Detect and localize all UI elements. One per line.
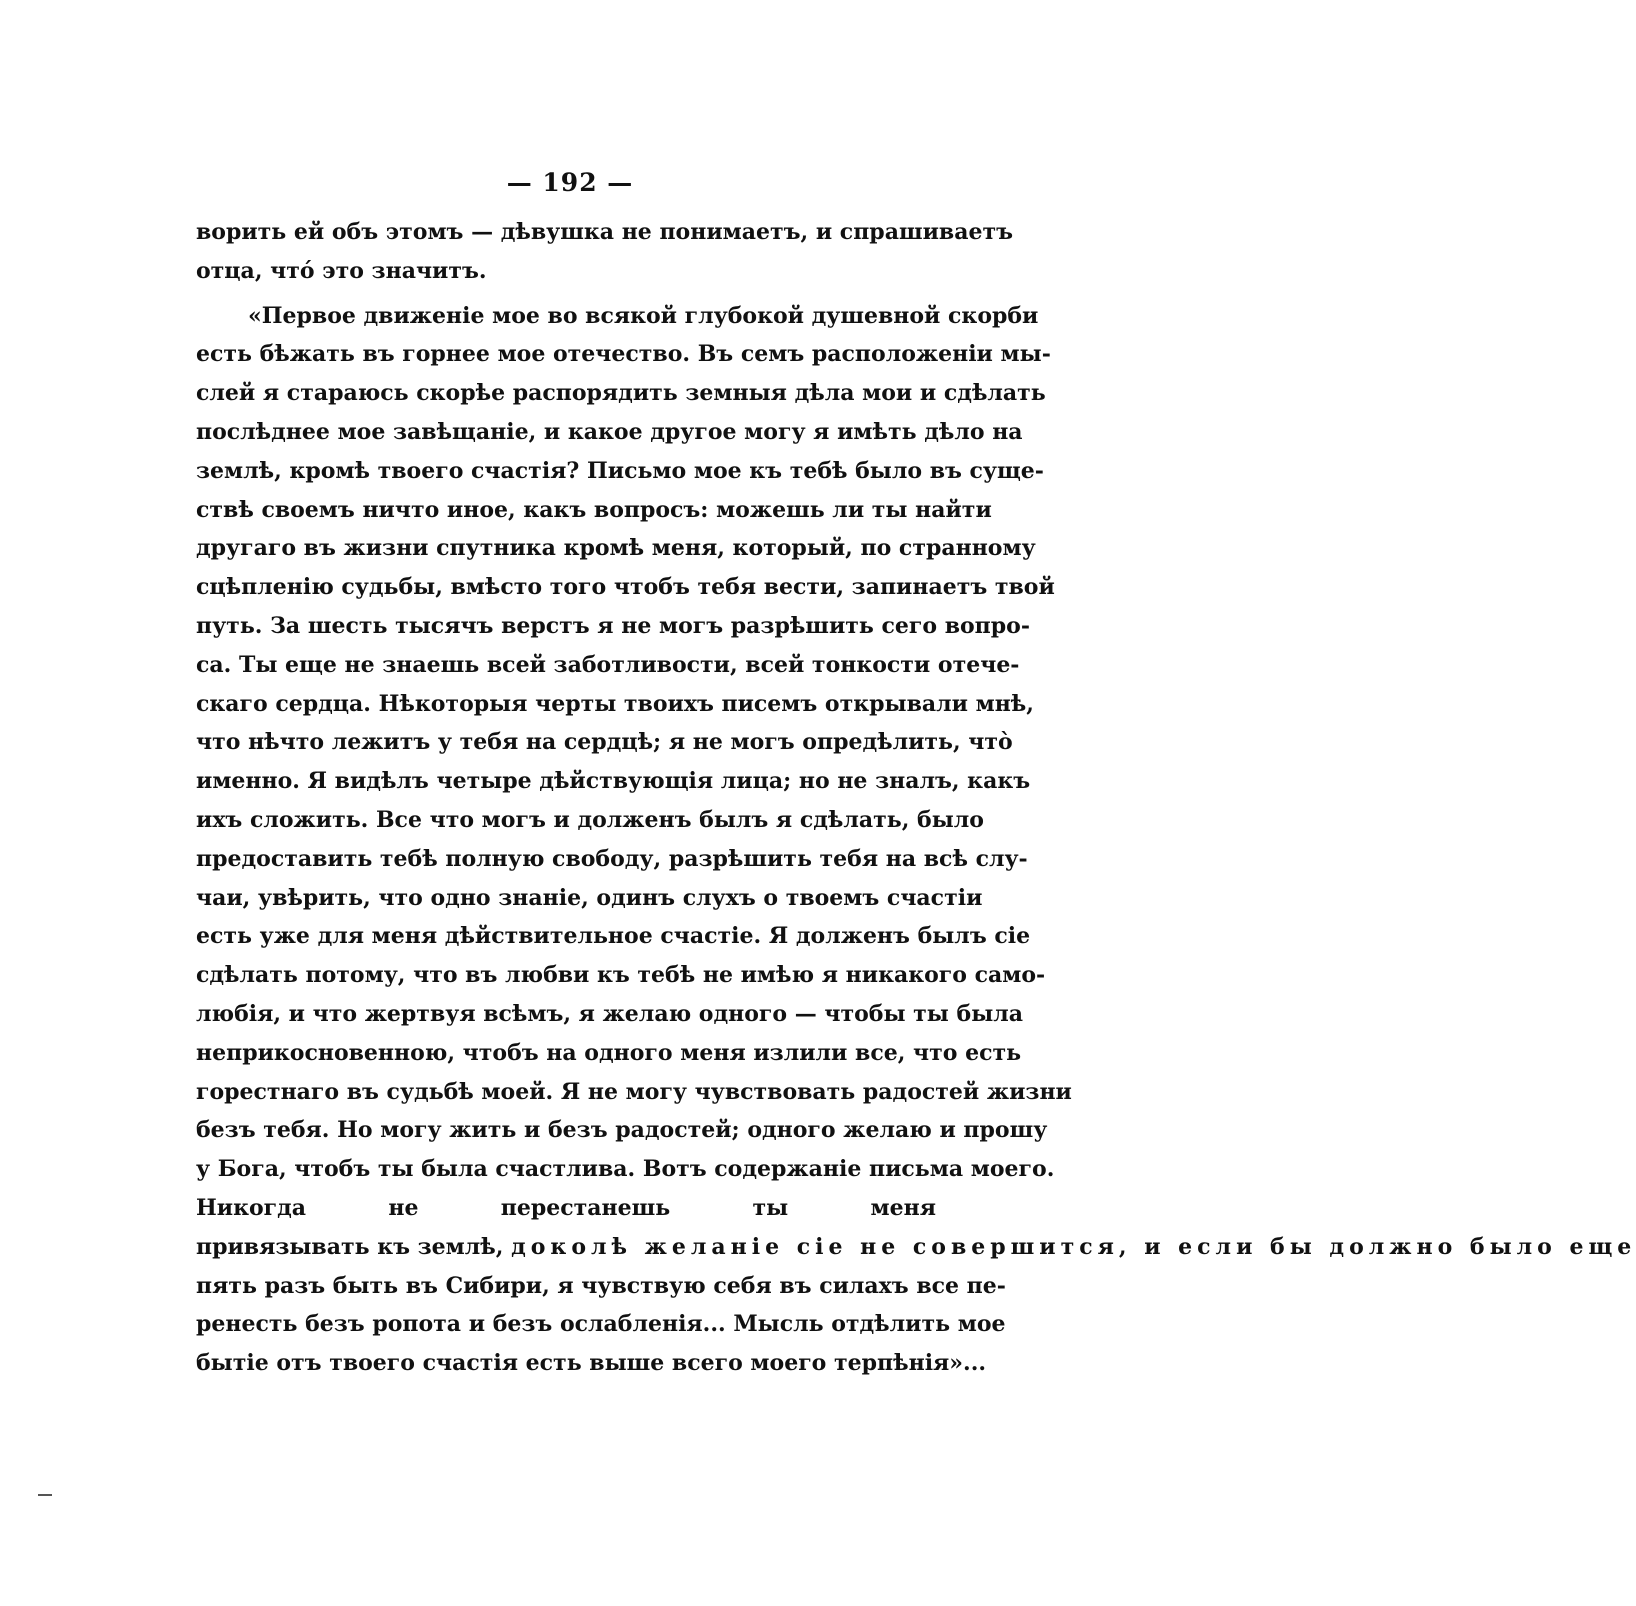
text-line: предоставить тебѣ полную свободу, разрѣшить тебя на всѣ слу-	[196, 845, 1028, 872]
text-line: скаго сердца. Нѣкоторыя черты твоихъ писемъ открывали мнѣ,	[196, 690, 1034, 717]
text-line: бытіе отъ твоего счастія есть выше всего моего терпѣнія»...	[196, 1350, 987, 1377]
text-line: послѣднее мое завѣщаніе, и какое другое могу я имѣть дѣло на	[196, 418, 1023, 445]
text-line: неприкосновенною, чтобъ на одного меня излили все, что есть	[196, 1039, 1022, 1066]
text-line: есть бѣжать въ горнее мое отечество. Въ семъ расположеніи мы-	[196, 341, 1051, 368]
text-line: у Бога, чтобъ ты была счастлива. Вотъ содержаніе письма моего.	[196, 1156, 1055, 1183]
text-line: путь. За шесть тысячъ верстъ я не могъ разрѣшить сего вопро-	[196, 612, 1030, 639]
text-line: сдѣлать потому, что въ любви къ тебѣ не имѣю я никакого само-	[196, 962, 1046, 989]
text-line: что нѣчто лежитъ у тебя на сердцѣ; я не могъ опредѣлить, чтò	[196, 729, 1013, 756]
text-line: ихъ сложить. Все что могъ и долженъ былъ я сдѣлать, было	[196, 806, 984, 833]
text-line-with-emphasis	[196, 1228, 1636, 1267]
text-line: пять разъ быть въ Сибири, я чувствую себя въ силахъ все пе-	[196, 1272, 1006, 1299]
text-line: безъ тебя. Но могу жить и безъ радостей; одного желаю и прошу	[196, 1117, 1048, 1144]
text-line: есть уже для меня дѣйствительное счастіе. Я долженъ былъ сіе	[196, 923, 1031, 950]
text-line: другаго въ жизни спутника кромѣ меня, который, по странному	[196, 535, 1036, 562]
text-line: ренесть безъ ропота и безъ ослабленія... Мысль отдѣлить мое	[196, 1311, 1006, 1338]
text-line: са. Ты еще не знаешь всей заботливости, всей тонкости отече-	[196, 651, 1020, 678]
text-line: «Первое движеніе мое во всякой глубокой душевной скорби	[248, 302, 1039, 329]
text-line: ствѣ своемъ ничто иное, какъ вопросъ: можешь ли ты найти	[196, 496, 992, 523]
text-line	[196, 1383, 936, 1422]
text-line: именно. Я видѣлъ четыре дѣйствующія лица; но не зналъ, какъ	[196, 768, 1031, 795]
page-number: — 192 —	[506, 168, 634, 197]
text-line: отца, чтó это значитъ.	[196, 257, 487, 284]
text-line: любія, и что жертвуя всѣмъ, я желаю одного — чтобы ты была	[196, 1000, 1024, 1027]
text-line: ворить ей объ этомъ — дѣвушка не понимаетъ, и спрашиваетъ	[196, 219, 1013, 245]
text-line: горестнаго въ судьбѣ моей. Я не могу чувствовать радостей жизни	[196, 1078, 1072, 1105]
text-line: сцѣпленію судьбы, вмѣсто того чтобъ тебя вести, запинаетъ твой	[196, 574, 1055, 601]
text-line: слей я стараюсь скорѣе распорядить земныя дѣла мои и сдѣлать	[196, 380, 1046, 407]
text-line: землѣ, кромѣ твоего счастія? Письмо мое къ тебѣ было въ суще-	[196, 457, 1044, 484]
text-line: чаи, увѣрить, что одно знаніе, одинъ слухъ о твоемъ счастіи	[196, 884, 983, 911]
text-line: Никогда не перестанешь ты меня	[196, 1194, 936, 1221]
body-text	[196, 213, 1636, 1422]
text-segment: привязывать къ землѣ,	[196, 1233, 504, 1260]
emphasized-text: доколѣ желаніе сіе не совершится, и если бы должно было еще	[511, 1233, 1636, 1260]
margin-mark	[38, 1494, 52, 1496]
